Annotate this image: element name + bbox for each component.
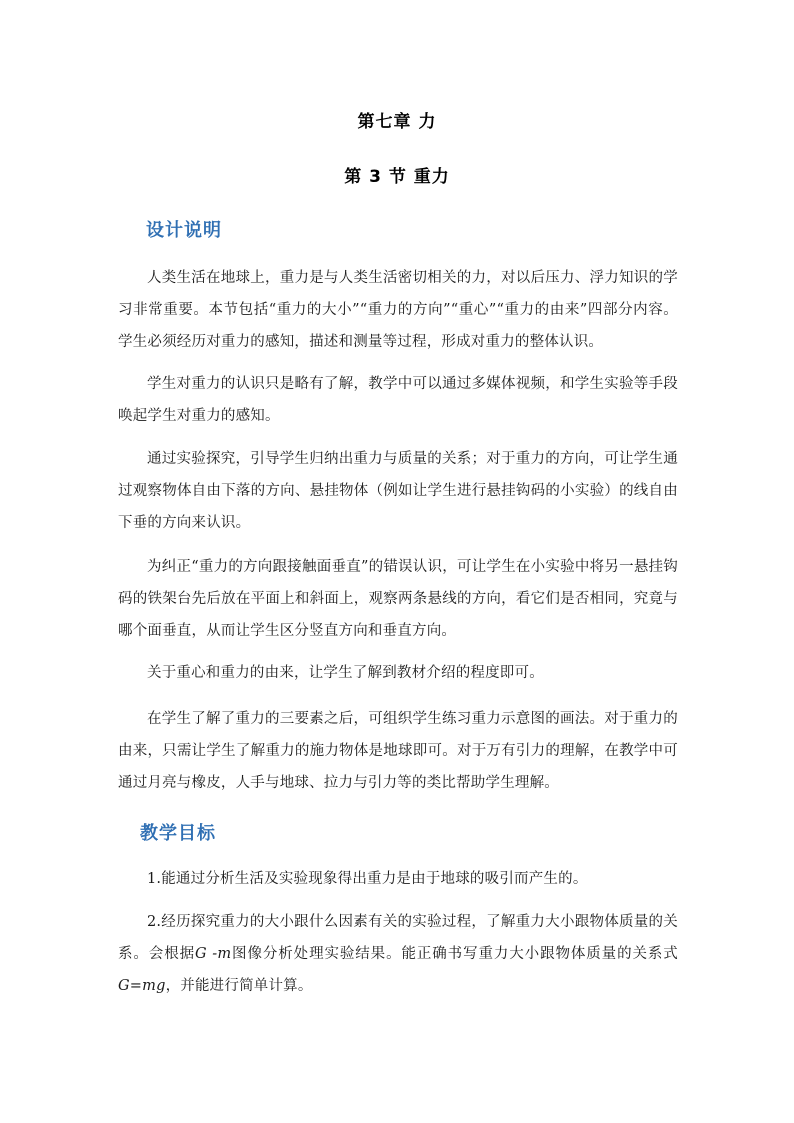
goal2-text-a: 2.经历探究重力的大小跟什么因素有关的实验过程，了解重力大小跟物体质量的关系。会根据 bbox=[118, 914, 678, 962]
design-paragraph-2: 学生对重力的认识只是略有了解，教学中可以通过多媒体视频，和学生实验等手段唤起学生对重力的感知。 bbox=[118, 376, 678, 424]
design-paragraph-5: 关于重心和重力的由来，让学生了解到教材介绍的程度即可。 bbox=[147, 665, 544, 681]
teaching-goals-heading: 教学目标 bbox=[140, 823, 216, 844]
section-title: 第 3 节 重力 bbox=[344, 167, 450, 187]
design-paragraph-1: 人类生活在地球上，重力是与人类生活密切相关的力，对以后压力、浮力知识的学习非常重要。本节包括“重力的大小”“重力的方向”“重心”“重力的由来”四部分内容。学生必须经历对重力的感知，描述和测量等过程，形成对重力的整体认识。 bbox=[118, 270, 678, 350]
goal2-text-b: 图像分析处理实验结果。能正确书写重力大小跟物体质量的关系式 bbox=[231, 946, 678, 962]
goal-item-2 bbox=[118, 906, 678, 1002]
goal2-text-c: ，并能进行简单计算。 bbox=[165, 978, 313, 994]
design-notes-heading: 设计说明 bbox=[146, 220, 222, 241]
gravity-formula: G=mg bbox=[118, 978, 166, 994]
design-paragraph-4: 为纠正“重力的方向跟接触面垂直”的错误认识，可让学生在小实验中将另一悬挂钩码的铁架台先后放在平面上和斜面上，观察两条悬线的方向，看它们是否相同，究竟与哪个面垂直，从而让学生区分竖直方向和垂直方向。 bbox=[118, 559, 678, 639]
chapter-title: 第七章 力 bbox=[357, 112, 437, 132]
design-paragraph-6: 在学生了解了重力的三要素之后，可组织学生练习重力示意图的画法。对于重力的由来，只需让学生了解重力的施力物体是地球即可。对于万有引力的理解，在教学中可通过月亮与橡皮，人手与地球、拉力与引力等的类比帮助学生理解。 bbox=[118, 711, 678, 791]
graph-label: G -m bbox=[195, 946, 232, 962]
goal-item-1: 1.能通过分析生活及实验现象得出重力是由于地球的吸引而产生的。 bbox=[147, 871, 588, 887]
design-paragraph-3: 通过实验探究，引导学生归纳出重力与质量的关系；对于重力的方向，可让学生通过观察物体自由下落的方向、悬挂物体（例如让学生进行悬挂钩码的小实验）的线自由下垂的方向来认识。 bbox=[118, 451, 678, 531]
